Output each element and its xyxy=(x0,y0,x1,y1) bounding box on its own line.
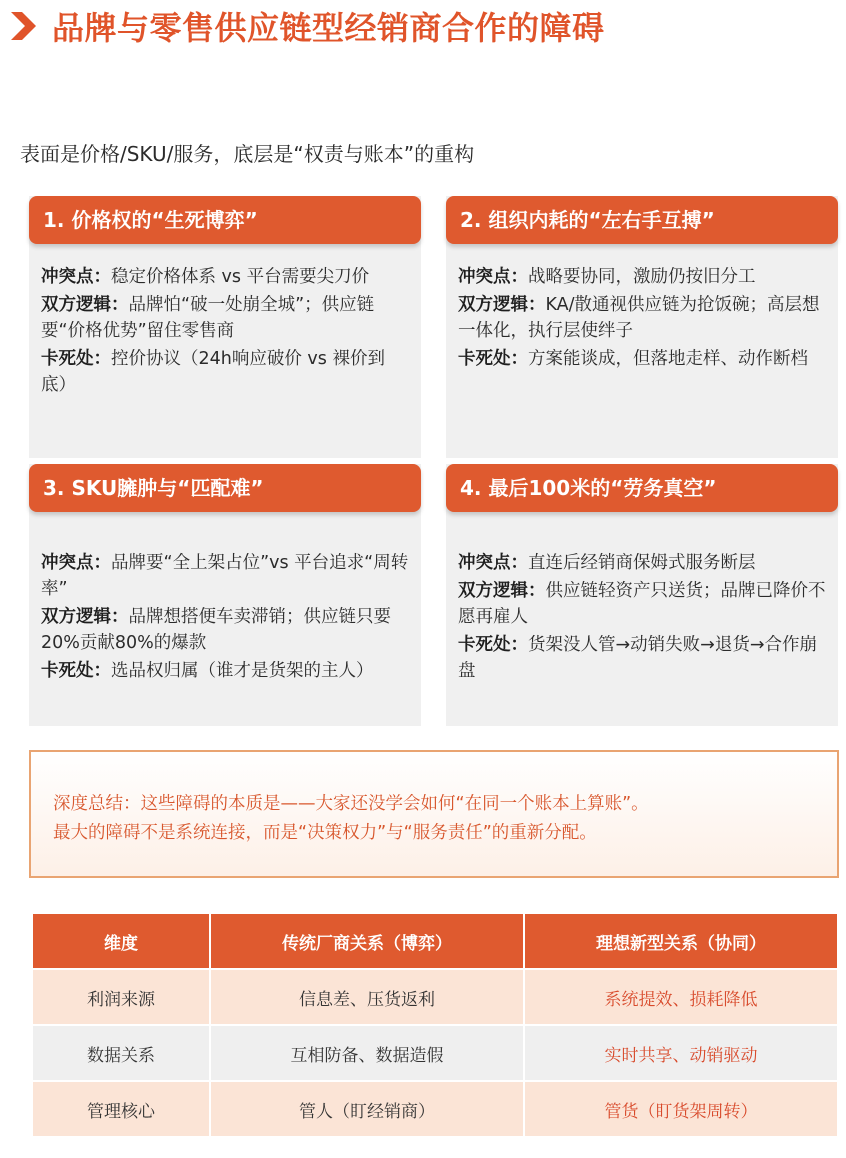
cell-ideal: 系统提效、损耗降低 xyxy=(524,969,838,1025)
logic-label: 双方逻辑： xyxy=(41,607,129,627)
card-header: 4. 最后100米的“劳务真空” xyxy=(446,464,838,512)
logic-line xyxy=(41,292,411,344)
cell-dimension: 管理核心 xyxy=(32,1081,210,1137)
conflict-text: 品牌要“全上架占位”vs 平台追求“周转率” xyxy=(41,553,409,599)
comparison-table xyxy=(31,912,839,1138)
conflict-text: 战略要协同，激励仍按旧分工 xyxy=(528,267,756,287)
conflict-text: 稳定价格体系 vs 平台需要尖刀价 xyxy=(111,267,370,287)
card-header: 1. 价格权的“生死博弈” xyxy=(29,196,421,244)
column-header-ideal: 理想新型关系（协同） xyxy=(524,913,838,969)
table-row xyxy=(32,1081,838,1137)
stuck-line xyxy=(41,658,411,684)
summary-text xyxy=(53,790,649,848)
conflict-line xyxy=(41,264,411,290)
stuck-text: 选品权归属（谁才是货架的主人） xyxy=(111,661,374,681)
logic-line xyxy=(458,578,828,630)
conflict-label: 冲突点： xyxy=(458,553,528,573)
card-org-friction xyxy=(446,196,838,458)
page-title-row xyxy=(8,4,605,48)
logic-text: 品牌想搭便车卖滞销；供应链只要20%贡献80%的爆款 xyxy=(41,607,391,653)
page-subtitle: 表面是价格/SKU/服务，底层是“权责与账本”的重构 xyxy=(20,142,475,166)
card-price-power xyxy=(29,196,421,458)
conflict-label: 冲突点： xyxy=(458,267,528,287)
conflict-label: 冲突点： xyxy=(41,267,111,287)
conflict-line xyxy=(41,550,411,602)
cell-ideal: 管货（盯货架周转） xyxy=(524,1081,838,1137)
stuck-text: 控价协议（24h响应破价 vs 裸价到底） xyxy=(41,349,385,395)
chevron-right-icon xyxy=(8,10,38,42)
card-body xyxy=(41,264,411,400)
card-header: 3. SKU臃肿与“匹配难” xyxy=(29,464,421,512)
card-last-100m xyxy=(446,464,838,726)
card-body xyxy=(41,550,411,686)
summary-line-1: 深度总结：这些障碍的本质是——大家还没学会如何“在同一个账本上算账”。 xyxy=(53,794,649,814)
summary-line-2: 最大的障碍不是系统连接，而是“决策权力”与“服务责任”的重新分配。 xyxy=(53,823,597,843)
logic-text: 供应链轻资产只送货；品牌已降价不愿再雇人 xyxy=(458,581,826,627)
cell-traditional: 互相防备、数据造假 xyxy=(210,1025,524,1081)
cell-traditional: 管人（盯经销商） xyxy=(210,1081,524,1137)
logic-label: 双方逻辑： xyxy=(41,295,129,315)
cell-traditional: 信息差、压货返利 xyxy=(210,969,524,1025)
table-header-row xyxy=(32,913,838,969)
card-body xyxy=(458,264,828,374)
stuck-label: 卡死处： xyxy=(458,349,528,369)
stuck-line xyxy=(458,346,828,372)
logic-text: 品牌怕“破一处崩全城”；供应链要“价格优势”留住零售商 xyxy=(41,295,375,341)
logic-label: 双方逻辑： xyxy=(458,581,546,601)
table-row xyxy=(32,1025,838,1081)
cell-dimension: 数据关系 xyxy=(32,1025,210,1081)
table-row xyxy=(32,969,838,1025)
logic-line xyxy=(41,604,411,656)
stuck-text: 货架没人管→动销失败→退货→合作崩盘 xyxy=(458,635,817,681)
conflict-line xyxy=(458,550,828,576)
cell-ideal: 实时共享、动销驱动 xyxy=(524,1025,838,1081)
conflict-label: 冲突点： xyxy=(41,553,111,573)
conflict-text: 直连后经销商保姆式服务断层 xyxy=(528,553,756,573)
cell-dimension: 利润来源 xyxy=(32,969,210,1025)
stuck-line xyxy=(41,346,411,398)
stuck-line xyxy=(458,632,828,684)
card-header: 2. 组织内耗的“左右手互搏” xyxy=(446,196,838,244)
logic-label: 双方逻辑： xyxy=(458,295,546,315)
card-body xyxy=(458,550,828,686)
summary-box xyxy=(29,750,839,878)
conflict-line xyxy=(458,264,828,290)
stuck-label: 卡死处： xyxy=(41,661,111,681)
page-title: 品牌与零售供应链型经销商合作的障碍 xyxy=(52,9,605,47)
column-header-dimension: 维度 xyxy=(32,913,210,969)
stuck-label: 卡死处： xyxy=(458,635,528,655)
logic-line xyxy=(458,292,828,344)
stuck-text: 方案能谈成，但落地走样、动作断档 xyxy=(528,349,808,369)
card-sku-bloat xyxy=(29,464,421,726)
logic-text: KA/散通视供应链为抢饭碗；高层想一体化，执行层使绊子 xyxy=(458,295,820,341)
column-header-traditional: 传统厂商关系（博弈） xyxy=(210,913,524,969)
stuck-label: 卡死处： xyxy=(41,349,111,369)
